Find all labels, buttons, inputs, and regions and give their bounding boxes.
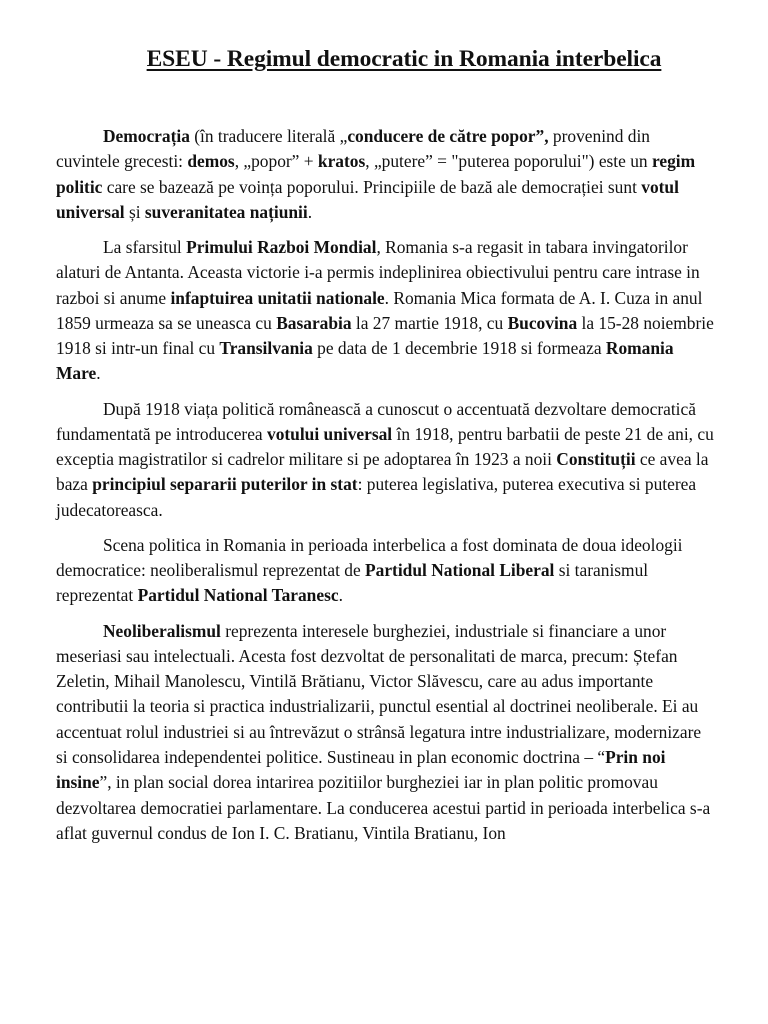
bold-text-run: Democrația xyxy=(103,126,190,146)
bold-text-run: kratos xyxy=(317,151,366,172)
bold-text-run: principiul separarii puterilor in stat xyxy=(92,474,358,495)
text-run: Scena politica in Romania in perioada interbelica a fost dominata de doua ideologii democratice: neoliberalismul reprezentat de xyxy=(56,534,683,581)
bold-text-run: Bucovina xyxy=(507,312,578,333)
bold-text-run: Prin noi insine xyxy=(56,747,666,793)
bold-text-run: demos xyxy=(187,151,235,172)
bold-text-run: Basarabia xyxy=(276,312,352,333)
text-run: . xyxy=(307,201,313,222)
bold-text-run: Primului Razboi Mondial xyxy=(186,236,377,257)
bold-text-run: Neoliberalismul xyxy=(103,620,221,641)
text-run: . xyxy=(338,585,343,606)
document-title: ESEU - Regimul democratic in Romania interbelica xyxy=(146,46,662,72)
text-run: în 1918, pentru barbatii de peste 21 de ani, cu exceptia magistratilor si cadrelor militare si pe adoptarea în 1923 a noii xyxy=(56,423,714,470)
paragraph-scena-politica xyxy=(56,533,716,609)
text-run: . Romania Mica formata de A. I. Cuza in anul 1859 urmeaza sa se uneasca cu xyxy=(56,287,703,333)
bold-text-run: Constituții xyxy=(556,449,636,470)
text-run: reprezenta interesele burgheziei, industriale si financiare a unor meseriasi sau intelectuali. Acesta fost dezvoltat de personalitati de marca, precum: Ștefan Zeletin, Mihail Manolescu, Vintilă Brătianu, Victor Slăvescu, care au adus importante contributii la teoria si practica industrializarii, punctul esential al doctrinei neoliberale. Ei au accentuat rolul industriei si au întrevăzut o strânsă legatura intre industrializare, modernizare si consolidarea independentei politice. Sustineau in plan economic doctrina – “ xyxy=(56,620,702,768)
paragraph-primul-razboi xyxy=(56,235,716,387)
bold-text-run: Partidul National Taranesc xyxy=(137,585,339,606)
text-run: la 27 martie 1918, cu xyxy=(351,312,508,333)
bold-text-run: Romania Mare xyxy=(56,338,674,384)
paragraph-dupa-1918 xyxy=(56,397,716,523)
text-run: , „putere” = "puterea poporului") este un xyxy=(365,151,652,172)
text-run: . xyxy=(96,363,101,384)
text-run: (în traducere literală „ xyxy=(189,126,348,146)
text-run: După 1918 viața politică românească a cunoscut o accentuată dezvoltare democratică fundamentată pe introducerea xyxy=(56,398,696,444)
text-run: și xyxy=(124,201,145,222)
bold-text-run: Transilvania xyxy=(219,338,313,359)
text-run: care se bazează pe voința poporului. Principiile de bază ale democrației sunt xyxy=(102,176,642,197)
document-body xyxy=(56,124,716,856)
text-run: si taranismul reprezentat xyxy=(56,560,649,606)
text-run: ce avea la baza xyxy=(56,449,709,495)
bold-text-run: votul universal xyxy=(56,176,679,222)
bold-text-run: infaptuirea unitatii nationale xyxy=(170,287,385,308)
bold-text-run: votului universal xyxy=(267,423,393,444)
paragraph-democratia xyxy=(56,124,716,225)
text-run: , Romania s-a regasit in tabara invingatorilor alaturi de Antanta. Aceasta victorie i-a permis indeplinirea obiectivului pentru care intrase in razboi si anume xyxy=(56,236,700,308)
text-run: provenind din cuvintele grecesti: xyxy=(56,126,650,172)
bold-text-run: conducere de către popor”, xyxy=(347,126,549,146)
bold-text-run: suveranitatea națiunii xyxy=(144,201,308,222)
text-run: ”, in plan social dorea intarirea pozitiilor burgheziei iar in plan politic promovau dezvoltarea democratiei parlamentare. La conducerea acestui partid in perioada interbelica s-a aflat guvernul condus de Ion I. C. Bratianu, Vintila Bratianu, Ion xyxy=(56,772,711,843)
text-run: La sfarsitul xyxy=(103,236,187,257)
paragraph-neoliberalismul xyxy=(56,619,716,847)
bold-text-run: Partidul National Liberal xyxy=(365,560,555,581)
text-run: : puterea legislativa, puterea executiva si puterea judecatoreasca. xyxy=(56,474,697,520)
bold-text-run: regim politic xyxy=(56,151,696,197)
text-run: , „popor” + xyxy=(234,151,318,172)
text-run: la 15-28 noiembrie 1918 si intr-un final cu xyxy=(56,312,714,359)
text-run: pe data de 1 decembrie 1918 si formeaza xyxy=(312,338,606,359)
